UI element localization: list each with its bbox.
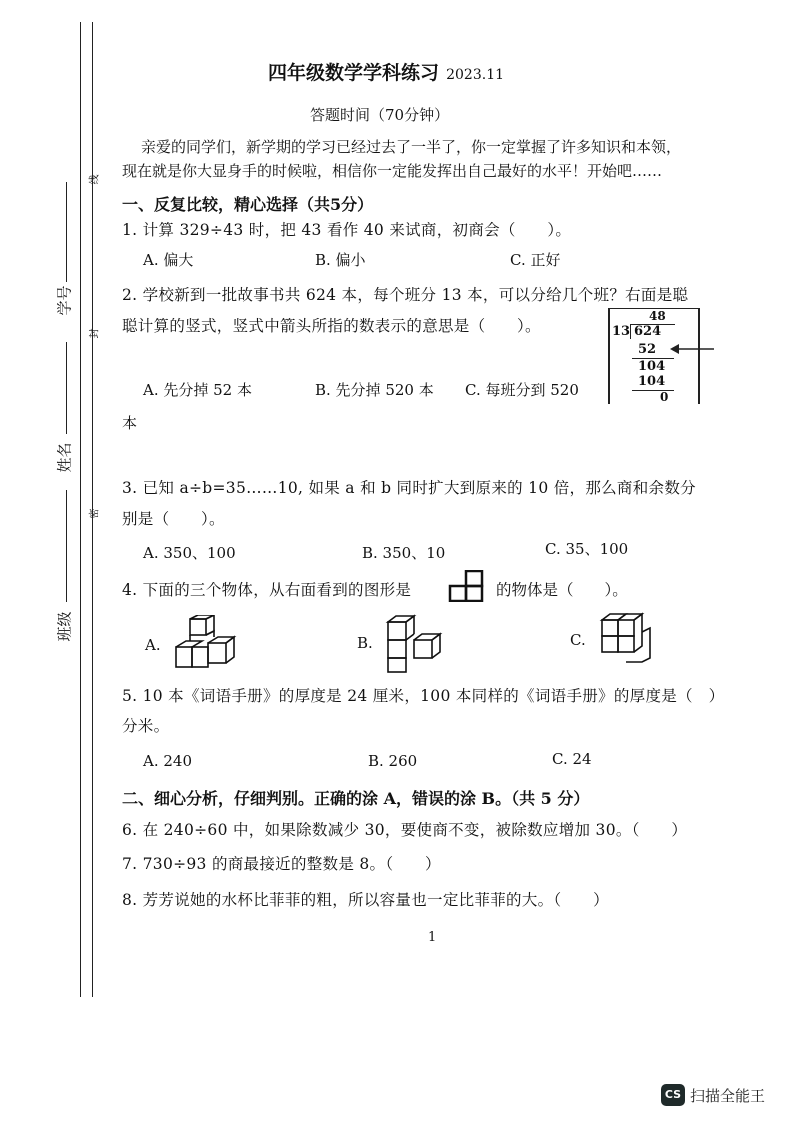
q5-line-1: 5. 10 本《词语手册》的厚度是 24 厘米，100 本同样的《词语手册》的厚度是（ ）: [122, 687, 725, 705]
watermark-text: 扫描全能王: [690, 1086, 766, 1105]
q2-option-b[interactable]: B. 先分掉 520 本: [315, 381, 434, 399]
q3-option-a[interactable]: A. 350、100: [143, 544, 236, 562]
division-frame-left: [608, 308, 610, 404]
q3-line-1: 3. 已知 a÷b=35……10, 如果 a 和 b 同时扩大到原来的 10 倍，那么商和余数分: [122, 479, 696, 497]
q4-option-a-cubes: [174, 615, 240, 671]
scanner-watermark: [661, 1084, 765, 1106]
q4-option-b[interactable]: B.: [357, 634, 373, 652]
q7-text[interactable]: 7. 730÷93 的商最接近的整数是 8。（ ）: [122, 855, 441, 873]
class-blank[interactable]: [66, 490, 67, 602]
q4-text-before: 4. 下面的三个物体，从右面看到的图形是: [122, 581, 412, 599]
q8-text[interactable]: 8. 芳芳说她的水杯比菲菲的粗，所以容量也一定比菲菲的大。（ ）: [122, 891, 609, 909]
name-blank[interactable]: [66, 342, 67, 434]
q2-option-a[interactable]: A. 先分掉 52 本: [143, 381, 252, 399]
class-label: 班级: [55, 611, 74, 642]
q1-text: 1. 计算 329÷43 时，把 43 看作 40 来试商，初商会（ ）。: [122, 221, 572, 239]
intro-line-2: 现在就是你大显身手的时候啦，相信你一定能发挥出自己最好的水平！开始吧……: [122, 162, 663, 180]
q4-option-c[interactable]: C.: [570, 631, 586, 649]
student-id-blank[interactable]: [66, 182, 67, 282]
division-quotient: 48: [649, 309, 666, 323]
division-remainder: 0: [660, 390, 669, 404]
mark-feng: 封: [89, 328, 101, 339]
binding-line-outer: [80, 22, 81, 997]
division-step-1: 52: [638, 342, 657, 357]
q1-option-b[interactable]: B. 偏小: [315, 251, 366, 269]
division-divisor: 13: [612, 324, 631, 339]
q1-option-a[interactable]: A. 偏大: [143, 251, 194, 269]
q4-option-b-cubes: [384, 612, 450, 674]
page-title: [268, 58, 504, 85]
section1-heading: 一、反复比较，精心选择（共5分）: [122, 195, 374, 214]
title-date: 2023.11: [446, 67, 505, 83]
q5-option-b[interactable]: B. 260: [368, 752, 418, 770]
arrow-icon: [670, 342, 716, 356]
division-step-2: 104: [638, 359, 666, 374]
answer-time: 答题时间（70分钟）: [310, 106, 450, 124]
q2-line-2: 聪计算的竖式，竖式中箭头所指的数表示的意思是（ ）。: [122, 317, 541, 335]
long-division-figure: [608, 308, 700, 404]
q4-option-c-cubes: [598, 612, 664, 664]
q3-option-b[interactable]: B. 350、10: [362, 544, 446, 562]
q5-option-a[interactable]: A. 240: [143, 752, 192, 770]
q3-option-c[interactable]: C. 35、100: [545, 540, 629, 558]
student-id-label: 学号: [55, 285, 74, 316]
q1-option-c[interactable]: C. 正好: [510, 251, 561, 269]
mark-mi: 密: [89, 508, 101, 519]
q5-option-c[interactable]: C. 24: [552, 750, 592, 768]
page-number: 1: [428, 930, 437, 945]
division-frame-right: [698, 308, 700, 404]
q2-option-c-continued: 本: [122, 414, 138, 432]
division-step-3: 104: [638, 374, 666, 389]
q2-line-1: 2. 学校新到一批故事书共 624 本，每个班分 13 本，可以分给几个班？右面是聪: [122, 286, 689, 304]
q2-option-c[interactable]: C. 每班分到 520: [465, 381, 579, 399]
cs-logo-icon: CS: [661, 1084, 685, 1106]
q4-option-a[interactable]: A.: [145, 636, 161, 654]
mark-xian: 线: [89, 174, 101, 185]
section2-heading: 二、细心分析，仔细判别。正确的涂 A，错误的涂 B。（共 5 分）: [122, 789, 590, 808]
q4-text-after: 的物体是（ ）。: [496, 581, 628, 599]
q6-text[interactable]: 6. 在 240÷60 中，如果除数减少 30，要使商不变，被除数应增加 30。（ ）: [122, 821, 688, 839]
q3-line-2: 别是（ ）。: [122, 510, 225, 528]
title-text: 四年级数学学科练习: [268, 62, 440, 84]
name-label: 姓名: [55, 442, 74, 473]
right-view-shape-icon: [448, 570, 484, 602]
q5-line-2: 分米。: [122, 717, 170, 735]
intro-line-1: 亲爱的同学们，新学期的学习已经过去了一半了，你一定掌握了许多知识和本领，: [141, 138, 682, 156]
division-dividend: 624: [634, 324, 662, 339]
